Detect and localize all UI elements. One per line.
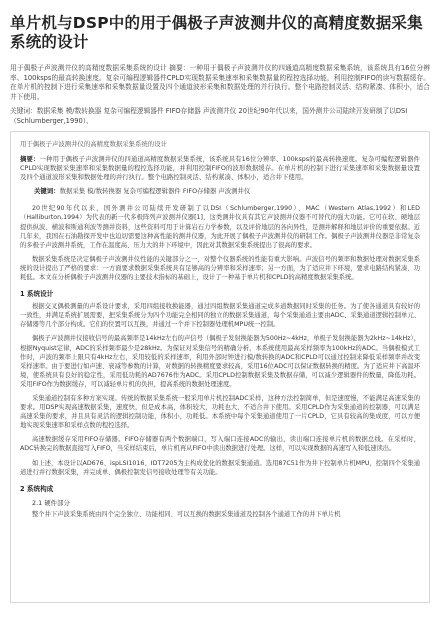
keywords [34, 187, 420, 196]
body-paragraph: 数据采集系统是决定偶极子声波测井仪性能的关键部分之一，对整个仪器系统的性能有重大影响。声波信号的频率和数据处理对数据采集系统的设计提出了严格的要求：一方面要求数据采集系统具有足够高的分辨率和采样速率；另一方面，为了适应井下环境，要求电路结构紧凑、功耗低。本文在分析偶极子声波测井仪器的主要技术指标的基础上，设计了一种基于单片机和CPLD的高精度数据采集系统。 [20, 255, 420, 282]
section-heading: 1 系统设计 [20, 290, 54, 299]
body-paragraph: 根据交叉偶极测量的声系设计要求，采用四组接收换能器，通过四组数据采集通道完成多道数据同时采集的任务。为了使各通道具有较好的一致性，并满足系统扩展需要，把采集系统分为四个功能完全相同的独立的数据采集通道，每个采集通道主要由ADC、采集通道逻辑控制单元、存储器等几个部分构成。它们的位置可以互换，并通过一个并下控制器处理机MPU统一控制。 [20, 303, 420, 329]
body-paragraph: 如上述，本设计以AD676、ispLSI1016、IDT7205为主构成优化的数据采集通道。选用87C51作为井下控制单片机MPU，控制四个采集通道进行并行数据采集，并完成单、偶极控制发信号接收处理等有关功能。 [20, 459, 420, 476]
abstract-label: 摘要： [20, 154, 40, 163]
summary-paragraph: 用于偶极子声波测井仪的高精度数据采集系统的设计 摘要：一种用于偶极子声波测井仪的四通道高精度数据采集系统，该系统具有16位分辨率、100ksps的最高转换速度。复杂可编程逻辑器件CPLD实现数据采集速率和采集数据量的程控选择功能，利用控制FIFO的读写数据缓存。在单片机的控制下进行采集速率和采集数据量设置及四个通道波形采集和数据处理的并行执行。整个电路控制灵活、结构紧凑、体积小，适合井下使用。 [10, 64, 430, 101]
page-title: 单片机与DSP中的用于偶极子声波测井仪的高精度数据采集系统的设计 [10, 14, 423, 51]
abstract-text: 一种用于偶极子声波测井仪的四通道高精度数据采集系统，该系统具有16位分辨率、100ksps的最高转换速度。复杂可编程逻辑器件CPLD实现数据采集速率和采集数据量的程控选择功能，并利用控制FIFO的波形数据缓存。在单片机的控制下进行采集速率和采集数据量设置及四个通道波形采集和数据处理的并行执行。整个电路控制灵活、结构紧凑、体积小，适合井下使用。 [20, 154, 420, 181]
keywords-line: 关键词：数据采集 模/数转换器 复杂可编程逻辑器件 FIFO存储器 声波测井仪 20世纪90年代以来，国外测井公司陆续开发研制了以DSI（Schlumberger,1990）、 [10, 107, 408, 125]
keywords-label: 关键词： [34, 187, 60, 196]
body-paragraph: 采集通道控制有多种方案实现。传统的数据采集系统一般采用单片机控制ADC采样，这种方法控制简单，但是速度慢，不能满足高速采集的要求。用DSP实现高速数据采集，速度快，但是成本高，体积较大，功耗也大，不适合井下使用。采用CPLD作为采集通道的控制器，可以满足高速采集的要求，并且具有灵活的逻辑控制功能，体积小，功耗低。本系统中每个采集通道使用了一片CPLD，它具有较高的集成度，可以方便地实现采集速率和采样点数的程控选择。 [20, 394, 420, 430]
body-paragraph: 20世纪90年代以来，国外测井公司陆续开发研制了以DSI（Schlumberger,1990）、MAC（Western Atlas,1992）和LED（Halliburton,1994）为代表的新一代多极阵列声波测井仪器[1]，这类测井仪具有其它声波测井仪器不可替代的强大功能。它可在软、硬地层提供纵波、横波和斯通利波等测井资料，这些资料可用于计算岩石力学参数，以及评价地层的各向异性，是测井解释和地层评价的重要依据。近几年来，我国在石油勘探开发中也迫切需要这种高性能的测井仪器，为此开展了偶极子声波测井仪的研制工作。偶极子声波测井仪器是非常复杂的多极子声波测井系统，工作在温度高、压力大的井下环境中，因此对其数据采集系统提出了很高的要求。 [20, 205, 420, 249]
keywords-text: 数据采集 模/数转换器 复杂可编程逻辑器件 FIFO存储器 声波测井仪 [59, 187, 251, 196]
body-paragraph: 整个井下声波采集系统由四个完全独立、功能相同、可以互换的数据采集通道及控制各个通道工作的井下单片机 [32, 510, 341, 518]
abstract [20, 155, 420, 183]
body-paragraph: 高速数据缓存采用FIFO存储器。FIFO存储器有两个数据端口，写入端口连接ADC的输出，读出端口连接单片机的数据总线。在采样时，ADC转换完的数据直接写入FIFO，当采样结束后，单片机再从FIFO中读出数据进行处理。这样，可以实现数据的高速写入和低速读出。 [20, 436, 420, 453]
article-title: 用于偶极子声波测井仪的高精度数据采集系统的设计 [20, 139, 167, 148]
article-frame [10, 131, 430, 603]
section-heading: 2 系统构成 [20, 484, 54, 493]
subsection-heading: 2.1 硬件部分 [32, 498, 70, 507]
body-paragraph: 偶极子声波测井仪接收信号的最高频率是14kHz左右的声信号（偶极子发射换能器为500Hz~4kHz，单极子发射换能器为2kHz~14kHz），根据Nyquist定律，ADC的采样频率最少是28kHz。为保证对采集信号的精确分析，本系统使用最高采样频率为100kHz的ADC。当偶极模式工作时，声波的频率上限只有4kHz左右，采用较低的采样速率，利用外部时钟进行模/数转换的ADC和CPLD可以通过控制来降低采样频率并改变采样速率。由于要进行如声速、衰减等参数的计算，对数据的转换精度要求较高，采用16位ADC可以保证数据转换的精度。为了适应井下高温环境，使系统具有良好的稳定性，采用低功耗的AD7676作为ADC。采用CPLD控制数据采集及数据存储，可以减少逻辑器件的数量，降低功耗。采用FIFO作为数据缓存，可以减轻单片机的负担，提高系统的数据处理速度。 [20, 335, 420, 388]
